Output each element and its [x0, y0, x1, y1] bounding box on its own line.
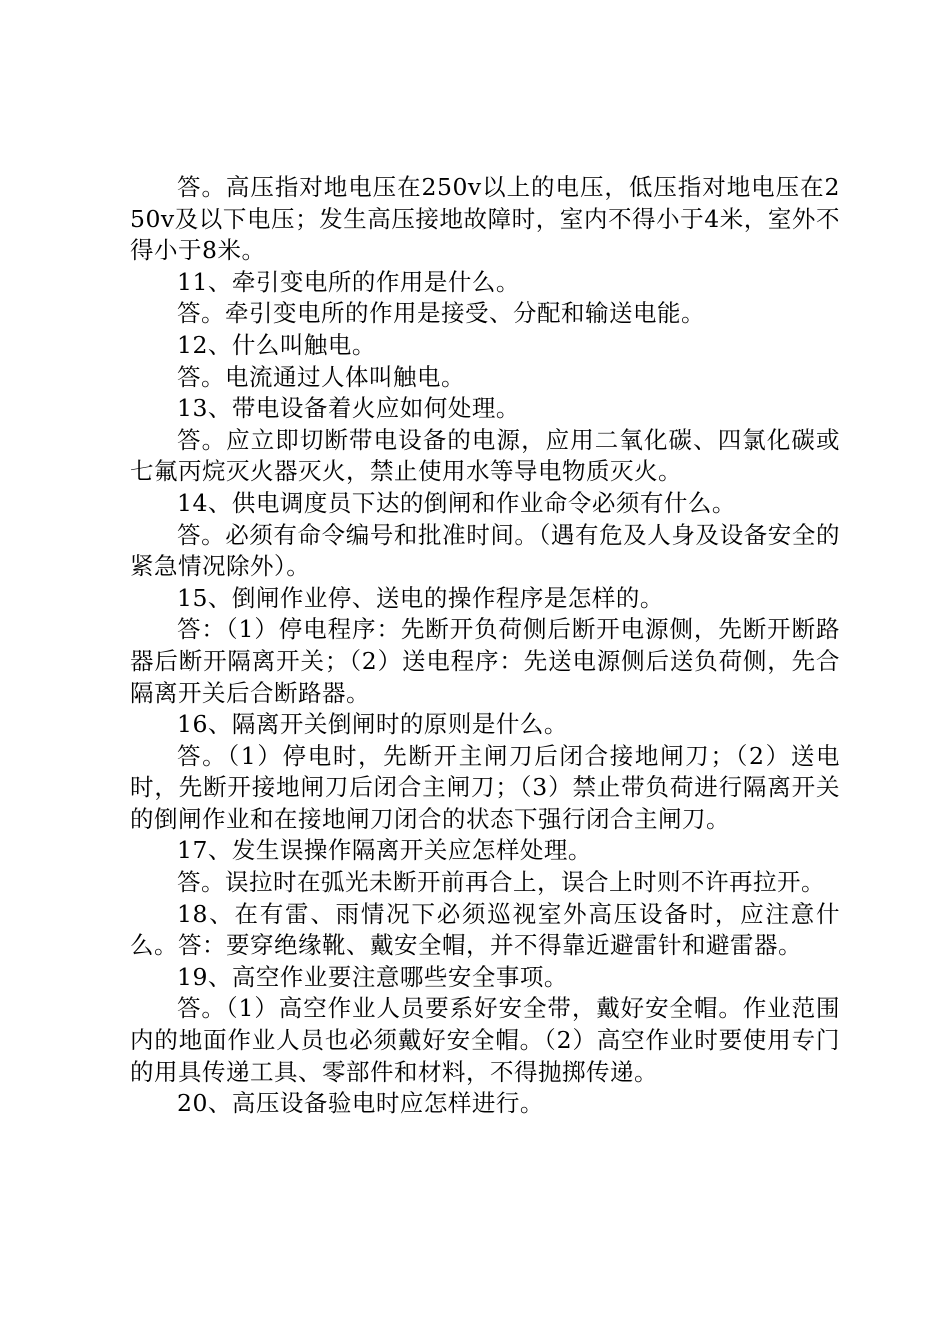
answer-paragraph: 答。（1）停电时，先断开主闸刀后闭合接地闸刀；（2）送电时，先断开接地闸刀后闭合主闸刀；（3）禁止带负荷进行隔离开关的倒闸作业和在接地闸刀闭合的状态下强行闭合主闸刀。 [130, 741, 840, 833]
answer-paragraph: 答。牵引变电所的作用是接受、分配和输送电能。 [177, 299, 705, 328]
answer-paragraph: 答。高压指对地电压在250v以上的电压，低压指对地电压在250v及以下电压；发生高压接地故障时，室内不得小于4米，室外不得小于8米。 [130, 173, 840, 265]
question-paragraph: 18、在有雷、雨情况下必须巡视室外高压设备时，应注意什么。答：要穿绝缘靴、戴安全帽，并不得靠近避雷针和避雷器。 [130, 899, 840, 960]
answer-paragraph: 答。应立即切断带电设备的电源，应用二氧化碳、四氯化碳或七氟丙烷灭火器灭火，禁止使用水等导电物质灭火。 [130, 425, 840, 486]
question-paragraph: 15、倒闸作业停、送电的操作程序是怎样的。 [177, 583, 664, 612]
question-paragraph: 12、什么叫触电。 [177, 330, 376, 359]
question-paragraph: 17、发生误操作隔离开关应怎样处理。 [177, 836, 592, 865]
question-paragraph: 20、高压设备验电时应怎样进行。 [177, 1089, 544, 1118]
answer-paragraph: 答。（1）高空作业人员要系好安全带，戴好安全帽。作业范围内的地面作业人员也必须戴好安全帽。（2）高空作业时要使用专门的用具传递工具、零部件和材料，不得抛掷传递。 [130, 994, 840, 1086]
question-paragraph: 19、高空作业要注意哪些安全事项。 [177, 962, 568, 991]
question-paragraph: 13、带电设备着火应如何处理。 [177, 394, 520, 423]
question-paragraph: 16、隔离开关倒闸时的原则是什么。 [177, 710, 568, 739]
question-paragraph: 11、牵引变电所的作用是什么。 [177, 267, 520, 296]
answer-paragraph: 答。误拉时在弧光未断开前再合上，误合上时则不许再拉开。 [177, 868, 825, 897]
question-paragraph: 14、供电调度员下达的倒闸和作业命令必须有什么。 [177, 488, 736, 517]
answer-paragraph: 答：（1）停电程序：先断开负荷侧后断开电源侧，先断开断路器后断开隔离开关；（2）送电程序：先送电源侧后送负荷侧，先合隔离开关后合断路器。 [130, 615, 840, 707]
document-body [130, 172, 840, 1120]
answer-paragraph: 答。电流通过人体叫触电。 [177, 362, 465, 391]
answer-paragraph: 答。必须有命令编号和批准时间。（遇有危及人身及设备安全的紧急情况除外）。 [130, 520, 840, 581]
